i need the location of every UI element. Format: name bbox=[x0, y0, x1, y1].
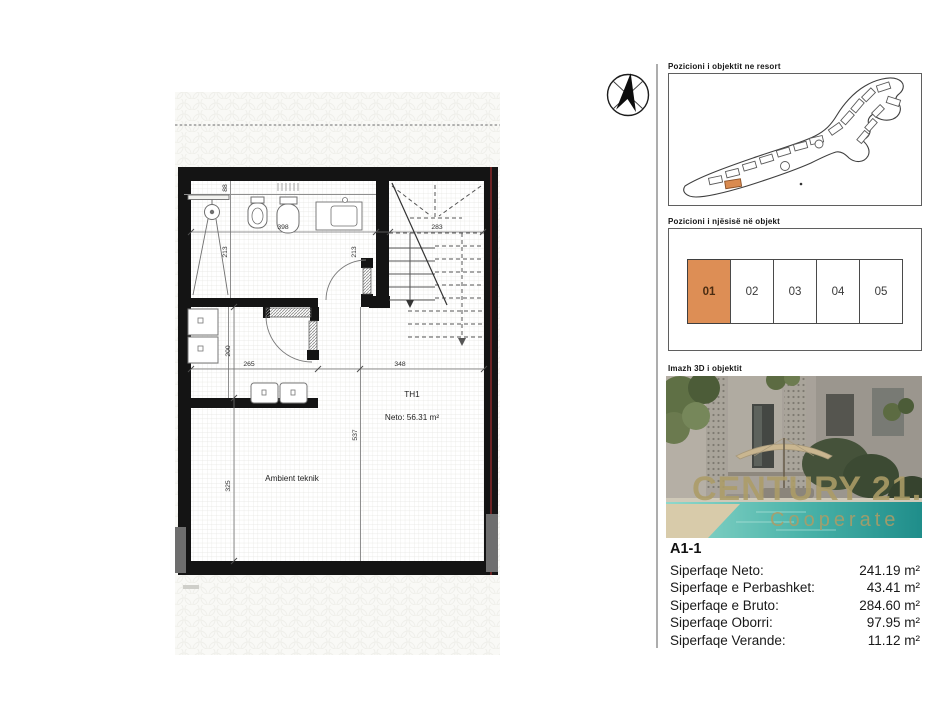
dim-bath-width: 398 bbox=[277, 224, 289, 231]
resort-section-title: Pozicioni i objektit ne resort bbox=[668, 62, 781, 71]
dim-living-height: 537 bbox=[352, 429, 359, 441]
resort-map-box bbox=[668, 73, 922, 206]
unit-box-03: 03 bbox=[773, 259, 817, 324]
dim-bath-h-right: 213 bbox=[351, 246, 358, 258]
unit-box-02: 02 bbox=[730, 259, 774, 324]
unit-code: A1-1 bbox=[670, 541, 702, 557]
area-row-bruto bbox=[670, 597, 920, 614]
area-value: 11.12 m² bbox=[867, 632, 920, 648]
unit-box-04: 04 bbox=[816, 259, 860, 324]
century21-watermark bbox=[692, 472, 922, 530]
room-label-teknik: Ambient teknik bbox=[265, 474, 319, 483]
area-row-neto bbox=[670, 562, 920, 579]
area-row-verande bbox=[670, 632, 920, 649]
resort-map bbox=[669, 74, 921, 205]
watermark-brand: CENTURY 21. bbox=[692, 470, 923, 508]
dim-living-width: 348 bbox=[394, 361, 406, 368]
plan-floor-grid bbox=[184, 174, 488, 568]
unit-net-area: Neto: 56.31 m² bbox=[384, 413, 440, 422]
area-value: 43.41 m² bbox=[866, 580, 920, 596]
area-table bbox=[670, 562, 920, 649]
watermark-office: Cooperate bbox=[770, 509, 900, 531]
unit-label: TH1 bbox=[404, 390, 420, 399]
dim-bath-h-left: 213 bbox=[222, 246, 229, 258]
unit-section-title: Pozicioni i njësisë në objekt bbox=[668, 217, 781, 226]
area-value: 241.19 m² bbox=[859, 563, 920, 578]
area-label: Siperfaqe Neto: bbox=[670, 563, 764, 578]
area-value: 97.95 m² bbox=[866, 615, 920, 631]
dim-strip: 88 bbox=[222, 184, 229, 192]
dim-laundry-height: 200 bbox=[225, 345, 232, 357]
unit-box-05: 05 bbox=[859, 259, 903, 324]
image-section-title: Imazh 3D i objektit bbox=[668, 364, 743, 373]
unit-strip bbox=[687, 259, 903, 324]
area-label: Siperfaqe e Bruto: bbox=[670, 597, 779, 613]
area-row-oborri bbox=[670, 614, 920, 631]
north-arrow-icon bbox=[608, 72, 649, 116]
area-label: Siperfaqe Verande: bbox=[670, 632, 786, 648]
area-value: 284.60 m² bbox=[859, 597, 920, 613]
dim-laundry-width: 265 bbox=[243, 361, 255, 368]
dim-stair-width: 283 bbox=[431, 224, 443, 231]
area-row-perbashket bbox=[670, 579, 920, 596]
area-label: Siperfaqe Oborri: bbox=[670, 615, 773, 631]
plan-stamp bbox=[183, 585, 199, 589]
unit-box-01: 01 bbox=[687, 259, 731, 324]
area-label: Siperfaqe e Perbashket: bbox=[670, 580, 815, 596]
dim-teknik-height: 325 bbox=[225, 480, 232, 492]
